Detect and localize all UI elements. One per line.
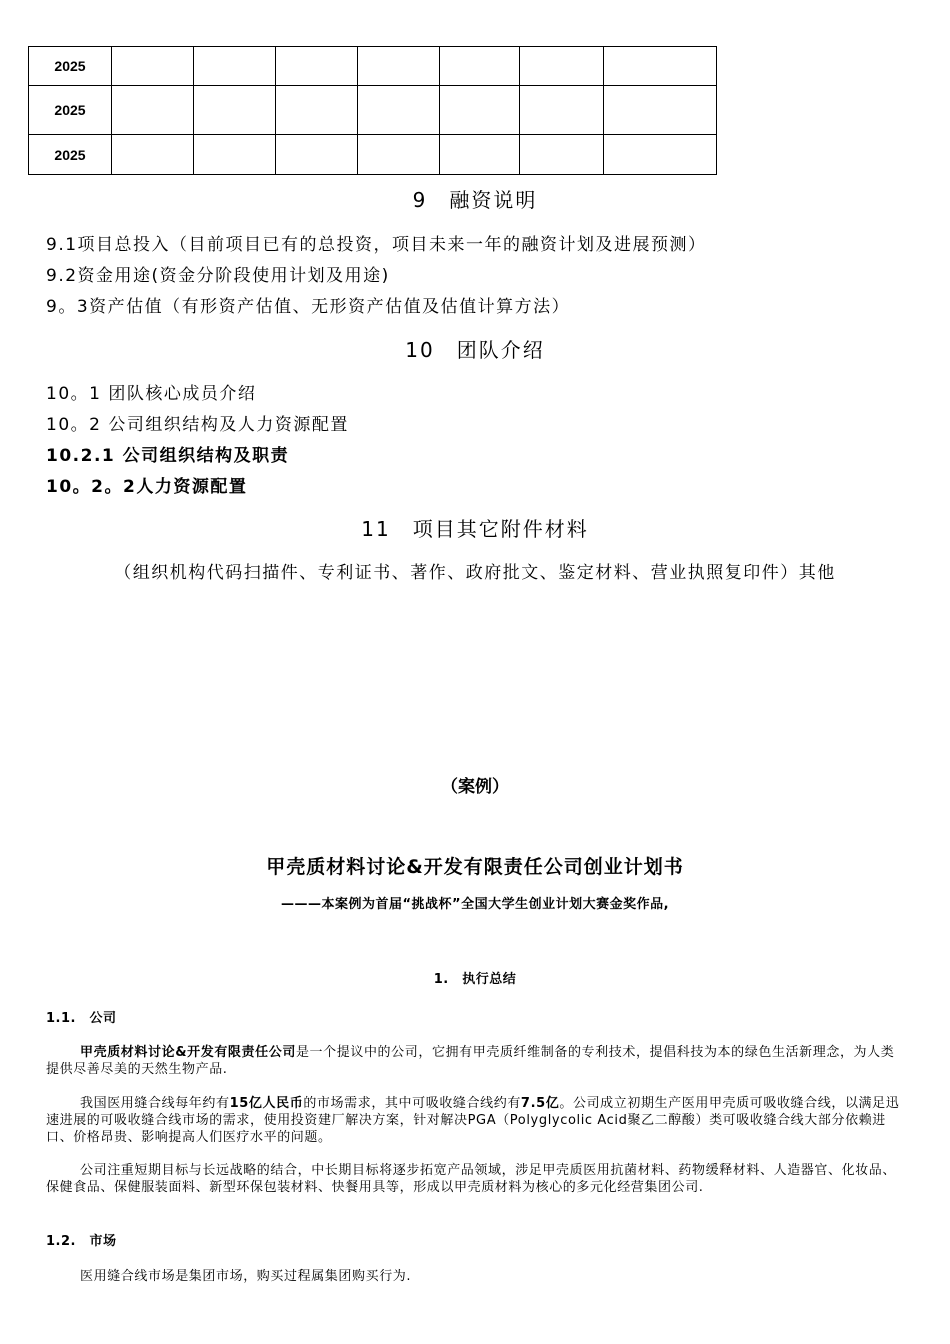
company-paragraph: 甲壳质材料讨论&开发有限责任公司是一个提议中的公司，它拥有甲壳质纤维制备的专利技术，提倡科技为本的绿色生活新理念，为人类提供尽善尽美的天然生物产品. <box>46 1045 895 1077</box>
case-subtitle: ———本案例为首届“挑战杯”全国大学生创业计划大赛金奖作品, <box>280 897 670 912</box>
company-heading: 1.1. 公司 <box>46 1011 117 1026</box>
table-row <box>29 47 717 86</box>
table-row <box>29 86 717 135</box>
market-heading: 1.2. 市场 <box>46 1234 117 1249</box>
section-10-subitem: 10。2。2人力资源配置 <box>46 477 248 497</box>
market-need-paragraph: 我国医用缝合线每年约有15亿人民币的市场需求，其中可吸收缝合线约有7.5亿。公司成立初期生产医用甲壳质可吸收缝合线，以满足迅速进展的可吸收缝合线市场的需求，使用投资建厂解决方案，针对解决PGA（Polyglycolic Acid聚乙二醇酸）类可吸收缝合线大部分依赖进口、价格昂贵、影响提高人们医疗水平的问题。 <box>46 1096 900 1145</box>
year-cell: 2025 <box>29 86 112 135</box>
section-10-item: 10。2 公司组织结构及人力资源配置 <box>46 415 349 435</box>
table-row <box>29 135 717 175</box>
year-cell: 2025 <box>29 47 112 86</box>
case-title: 甲壳质材料讨论&开发有限责任公司创业计划书 <box>266 856 684 878</box>
section-11-title: 11 项目其它附件材料 <box>361 517 589 541</box>
section-10-subitem: 10.2.1 公司组织结构及职责 <box>46 446 290 466</box>
case-label: （案例） <box>441 777 509 797</box>
section-10-title: 10 团队介绍 <box>405 338 545 362</box>
section-9-title: 9 融资说明 <box>412 188 538 212</box>
year-cell: 2025 <box>29 135 112 175</box>
company-name: 甲壳质材料讨论&开发有限责任公司 <box>80 1045 296 1060</box>
section-9-item: 9.2资金用途(资金分阶段使用计划及用途) <box>46 266 390 286</box>
projection-table <box>28 46 717 175</box>
section-9-item: 9.1项目总投入（目前项目已有的总投资，项目未来一年的融资计划及进展预测） <box>46 235 707 255</box>
section-10-item: 10。1 团队核心成员介绍 <box>46 384 257 404</box>
market-paragraph: 医用缝合线市场是集团市场，购买过程属集团购买行为. <box>80 1269 412 1284</box>
exec-summary-heading: 1. 执行总结 <box>433 972 517 987</box>
section-11-desc: （组织机构代码扫描件、专利证书、著作、政府批文、鉴定材料、营业执照复印件）其他 <box>114 563 836 583</box>
strategy-paragraph: 公司注重短期目标与长远战略的结合，中长期目标将逐步拓宽产品领域，涉足甲壳质医用抗菌材料、药物缓释材料、人造器官、化妆品、保健食品、保健服装面料、新型环保包装材料、快餐用具等，形成以甲壳质材料为核心的多元化经营集团公司. <box>46 1163 897 1195</box>
section-9-item: 9。3资产估值（有形资产估值、无形资产估值及估值计算方法） <box>46 297 571 317</box>
